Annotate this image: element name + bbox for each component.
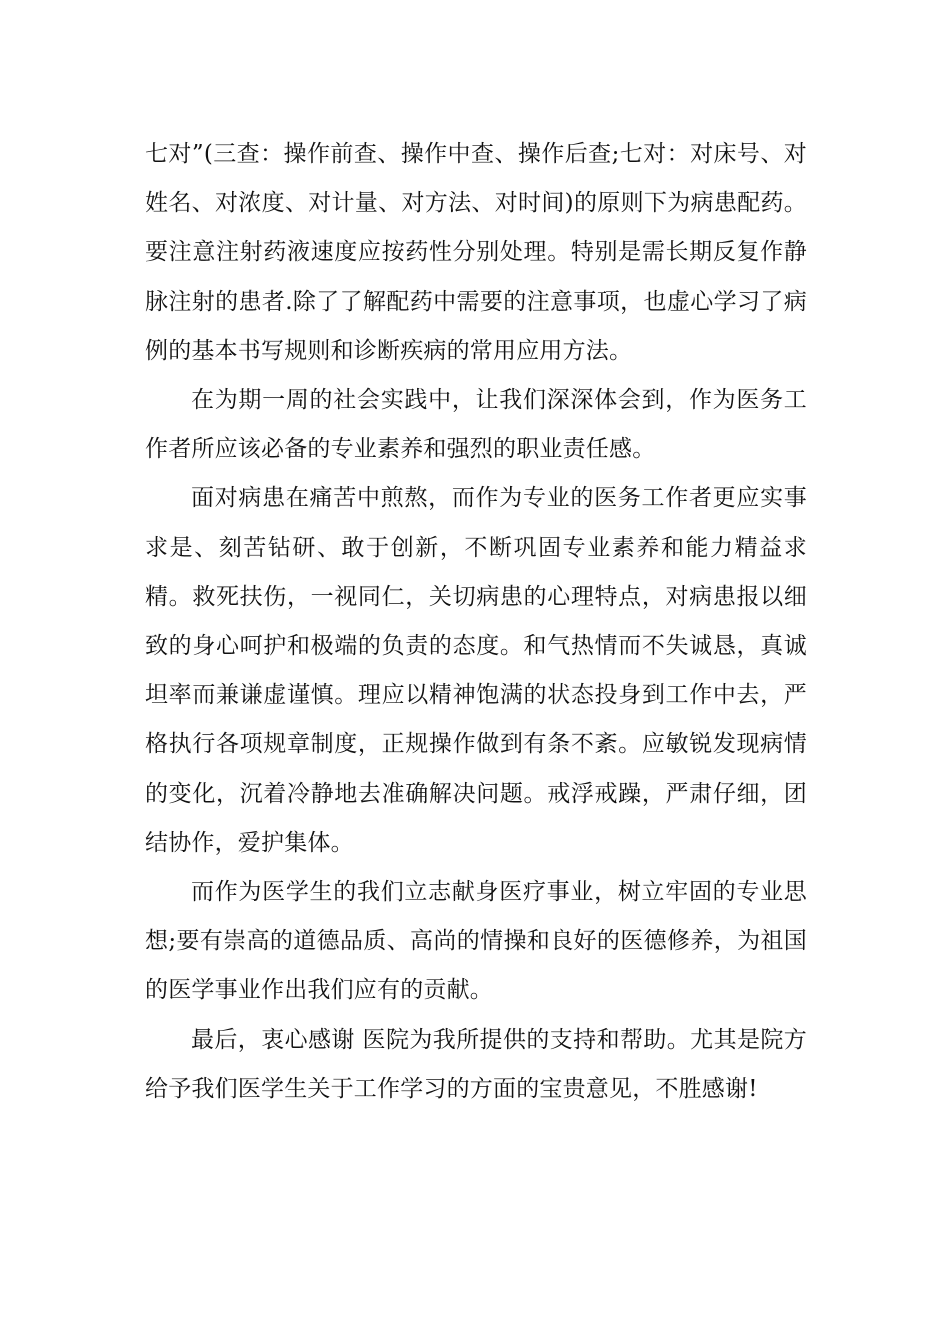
paragraph-medical-student-aspiration: 而作为医学生的我们立志献身医疗事业，树立牢固的专业思想;要有崇高的道德品质、高尚的情操和良好的医德修养，为祖国的医学事业作出我们应有的贡献。 (145, 879, 807, 1004)
paragraph-social-practice: 在为期一周的社会实践中，让我们深深体会到，作为医务工作者所应该必备的专业素养和强烈的职业责任感。 (145, 387, 807, 463)
document-body (145, 130, 807, 1114)
paragraph-acknowledgement: 最后，衷心感谢 医院为我所提供的支持和帮助。尤其是院方给予我们医学生关于工作学习的方面的宝贵意见，不胜感谢! (145, 1026, 807, 1102)
paragraph-professional-attitude: 面对病患在痛苦中煎熬，而作为专业的医务工作者更应实事求是、刻苦钻研、敢于创新，不断巩固专业素养和能力精益求精。救死扶伤，一视同仁，关切病患的心理特点，对病患报以细致的身心呵护和极端的负责的态度。和气热情而不失诚恳，真诚坦率而兼谦虚谨慎。理应以精神饱满的状态投身到工作中去，严格执行各项规章制度，正规操作做到有条不紊。应敏锐发现病情的变化，沉着冷静地去准确解决问题。戒浮戒躁，严肃仔细，团结协作，爱护集体。 (145, 485, 807, 856)
paragraph-medication-principles: 七对”(三查：操作前查、操作中查、操作后查;七对：对床号、对姓名、对浓度、对计量、对方法、对时间)的原则下为病患配药。要注意注射药液速度应按药性分别处理。特别是需长期反复作静脉注射的患者.除了了解配药中需要的注意事项，也虚心学习了病例的基本书写规则和诊断疾病的常用应用方法。 (145, 141, 807, 364)
